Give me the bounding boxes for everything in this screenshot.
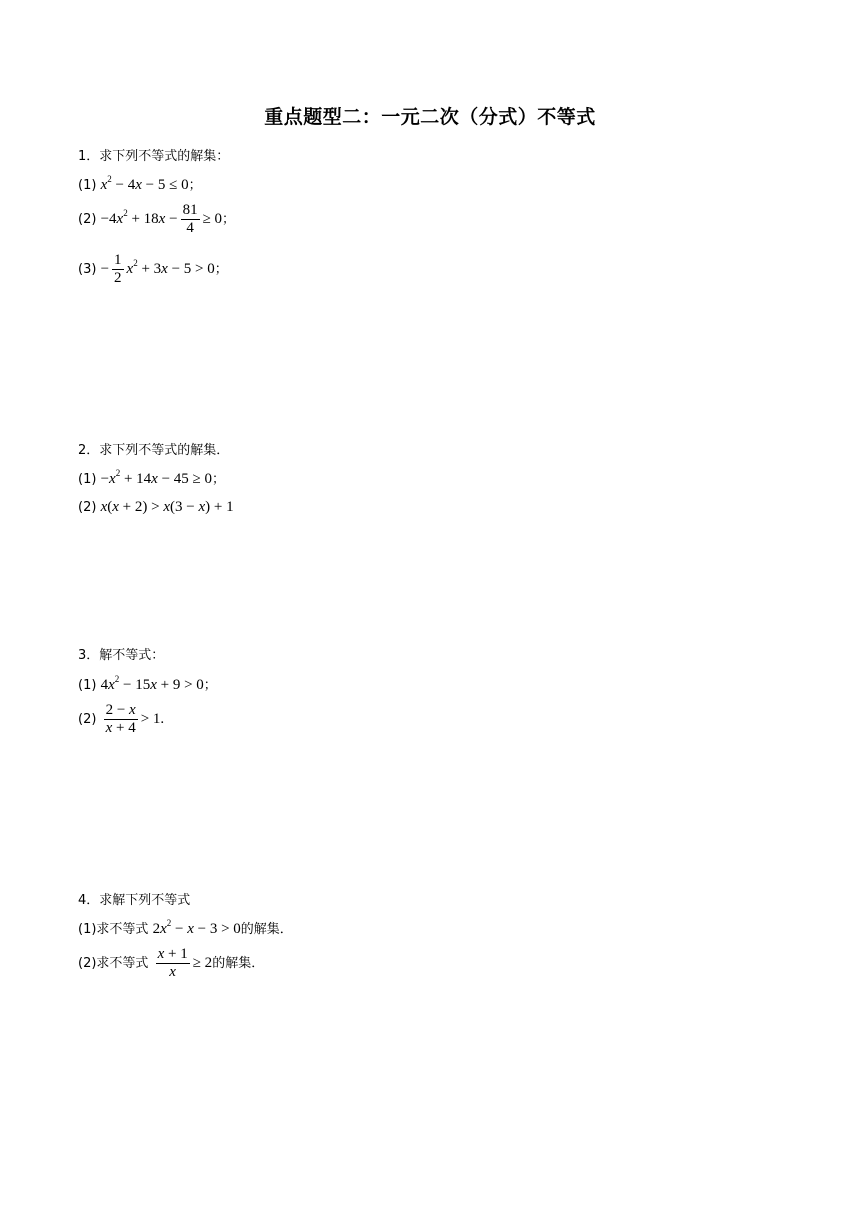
part-tail: ； <box>188 178 202 193</box>
math-expression: − $\frac{1}{2}$ $x^2 + 3x - 5 > 0$ <box>100 252 215 286</box>
question-1-part-1 <box>78 174 202 194</box>
part-label: (2) <box>78 500 97 515</box>
question-2-part-1 <box>78 468 225 488</box>
part-label: (1)求不等式 <box>78 922 149 937</box>
part-tail: ； <box>203 678 217 693</box>
question-3-heading: 3．解不等式： <box>78 648 165 663</box>
question-4-part-2 <box>78 946 264 981</box>
part-tail: ； <box>222 211 236 227</box>
part-label: (2)求不等式 <box>78 955 149 971</box>
part-label: (3) <box>78 261 97 277</box>
question-3-part-1 <box>78 674 217 694</box>
part-label: (2) <box>78 711 97 727</box>
question-2-part-2 <box>78 499 234 516</box>
part-label: (1) <box>78 178 97 193</box>
question-1-part-3 <box>78 252 228 287</box>
fraction: $\frac{x + 1}{x}$ <box>157 946 188 980</box>
question-2-heading: 2．求下列不等式的解集． <box>78 443 230 458</box>
question-1-heading: 1．求下列不等式的解集： <box>78 149 230 164</box>
part-tail: 的解集． <box>212 955 265 971</box>
fraction: $\frac{1}{2}$ <box>114 252 122 286</box>
math-expression: $\frac{x + 1}{x}$ ≥ 2 <box>157 946 213 980</box>
page-title: 重点题型二：一元二次（分式）不等式 <box>264 106 596 128</box>
part-label: (1) <box>78 472 97 487</box>
question-1-part-2 <box>78 202 235 237</box>
math-expression: $2x^2 - x - 3 > 0$ <box>152 918 241 937</box>
question-3-part-2 <box>78 702 164 737</box>
math-expression: $-x^2 + 14x - 45 \ge 0$ <box>100 468 213 487</box>
part-label: (1) <box>78 678 97 693</box>
question-4-part-1 <box>78 918 293 938</box>
fraction: $\frac{2 - x}{x + 4}$ <box>105 702 136 736</box>
math-expression: $\frac{2 - x}{x + 4}$ > 1. <box>105 702 165 736</box>
part-tail: ； <box>214 261 228 277</box>
math-expression: $-4x^2 + 18x$ − $\frac{81}{4}$ ≥ 0 <box>100 202 223 236</box>
math-expression: $4x^2 - 15x + 9 > 0$ <box>100 674 204 693</box>
math-expression: $x^2 - 4x - 5 \le 0$ <box>100 174 189 193</box>
fraction: $\frac{81}{4}$ <box>182 202 198 236</box>
part-tail: ； <box>212 472 226 487</box>
math-expression: x(x + 2) > x(3 − x) + 1 <box>100 499 234 515</box>
part-label: (2) <box>78 211 97 227</box>
question-4-heading: 4．求解下列不等式 <box>78 893 191 908</box>
part-tail: 的解集． <box>240 922 293 937</box>
